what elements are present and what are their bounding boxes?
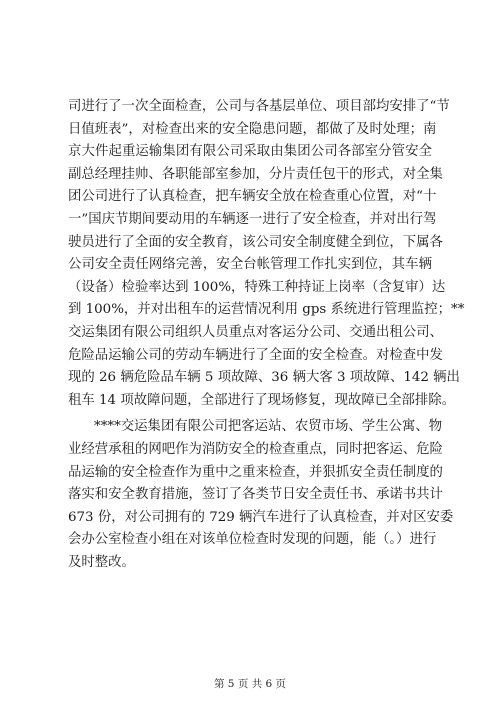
text-line: 落实和安全教育措施，签订了各类节日安全责任书、承诺书共计 (68, 487, 443, 503)
document-body (68, 96, 465, 574)
text-line: 租车 14 项故障问题，全部进行了现场修复，现故障已全部排除。 (68, 392, 456, 408)
text-line: 业经营承租的网吧作为消防安全的检查重点，同时把客运、危险 (68, 441, 443, 457)
text-line: 公司安全责任网络完善，安全台帐管理工作扎实到位，其车辆 (68, 257, 432, 273)
text-line: 危险品运输公司的劳动车辆进行了全面的安全检查。对检查中发 (68, 347, 443, 363)
text-line: 日值班表”，对检查出来的安全隐患问题，都做了及时处理；南 (68, 121, 437, 137)
text-line: ****交运集团有限公司把客运站、农贸市场、学生公寓、物 (94, 419, 443, 435)
text-line: 品运输的安全检查作为重中之重来检查，并狠抓安全责任制度的 (68, 464, 443, 480)
text-line: 副总经理挂帅、各职能部室参加，分片责任包干的形式，对全集 (68, 166, 443, 182)
text-line: 交运集团有限公司组织人员重点对客运分公司、交通出租公司、 (68, 324, 443, 340)
text-line: 现的 26 辆危险品车辆 5 项故障、36 辆大客 3 项故障、142 辆出 (68, 370, 460, 386)
text-line: 司进行了一次全面检查，公司与各基层单位、项目部均安排了“节 (68, 99, 450, 114)
text-line: 会办公室检查小组在对该单位检查时发现的问题，能（。）进行 (68, 532, 437, 548)
text-line: 京大件起重运输集团有限公司采取由集团公司各部室分管安全 (68, 144, 432, 160)
text-line: 673 份，对公司拥有的 729 辆汽车进行了认真检查，并对区安委 (68, 509, 454, 525)
text-line: （设备）检验率达到 100%，特殊工种持证上岗率（含复审）达 (68, 279, 446, 295)
text-line: 一”国庆节期间要动用的车辆逐一进行了安全检查，并对出行驾 (68, 211, 437, 227)
text-line: 驶员进行了全面的安全教育，该公司安全制度健全到位，下属各 (68, 234, 443, 250)
page-number-label: 第 5 页 共 6 页 (213, 678, 287, 690)
page-footer (0, 676, 500, 691)
text-line: 及时整改。 (68, 554, 135, 570)
text-line: 团公司进行了认真检查，把车辆安全放在检查重心位置，对“十 (68, 189, 437, 205)
paragraph-2 (68, 416, 454, 574)
text-line: 到 100%，并对出租车的运营情况利用 gps 系统进行管理监控；** (68, 302, 465, 318)
paragraph-1 (68, 96, 465, 412)
